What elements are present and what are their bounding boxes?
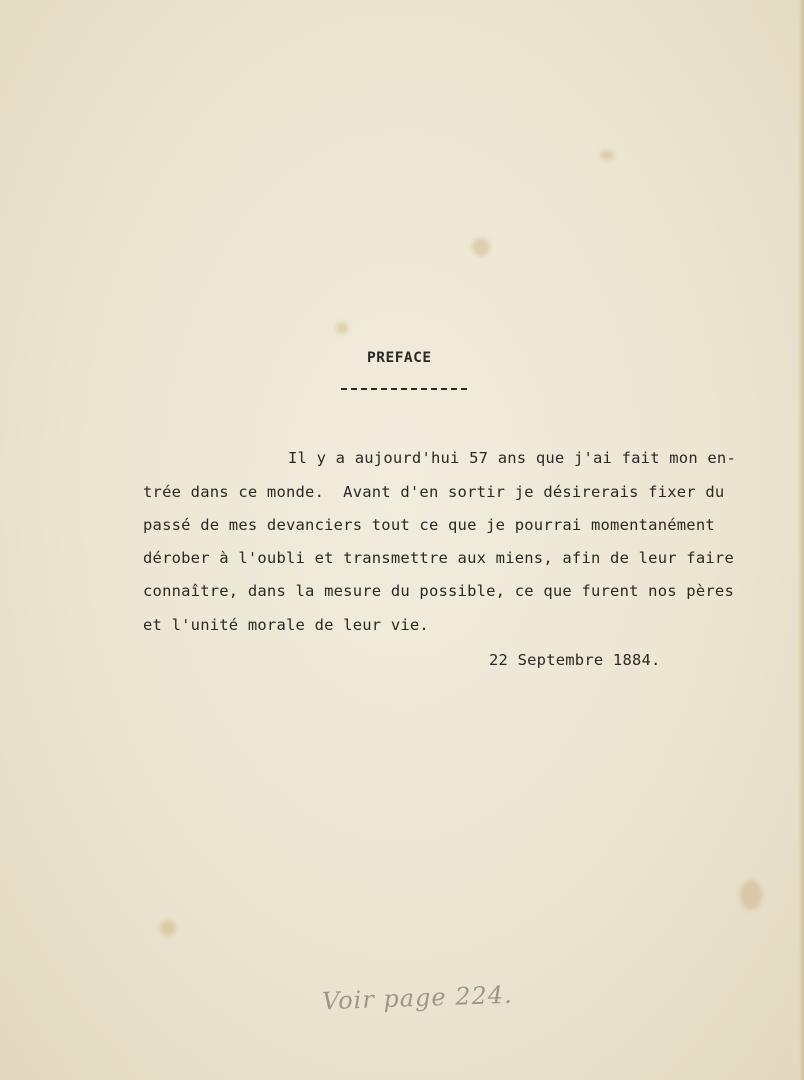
- body-line-4: dérober à l'oubli et transmettre aux miens, afin de leur faire: [143, 549, 734, 567]
- page-title: PREFACE: [367, 350, 432, 366]
- paper-stain: [600, 150, 614, 160]
- body-line-5: connaître, dans la mesure du possible, ce que furent nos pères: [143, 582, 734, 600]
- page-edge: [798, 0, 804, 1080]
- paper-stain: [336, 322, 348, 334]
- signature-date: 22 Septembre 1884.: [489, 651, 661, 669]
- body-line-2: trée dans ce monde. Avant d'en sortir je désirerais fixer du: [143, 483, 725, 501]
- body-line-1: Il y a aujourd'hui 57 ans que j'ai fait mon en-: [288, 449, 736, 467]
- title-underline: [341, 388, 467, 390]
- paper-stain: [160, 920, 176, 936]
- handwritten-note: Voir page 224.: [321, 980, 514, 1016]
- body-line-6: et l'unité morale de leur vie.: [143, 616, 429, 634]
- paper-stain: [472, 238, 490, 256]
- body-line-3: passé de mes devanciers tout ce que je pourrai momentanément: [143, 516, 715, 534]
- paper-stain: [740, 880, 762, 910]
